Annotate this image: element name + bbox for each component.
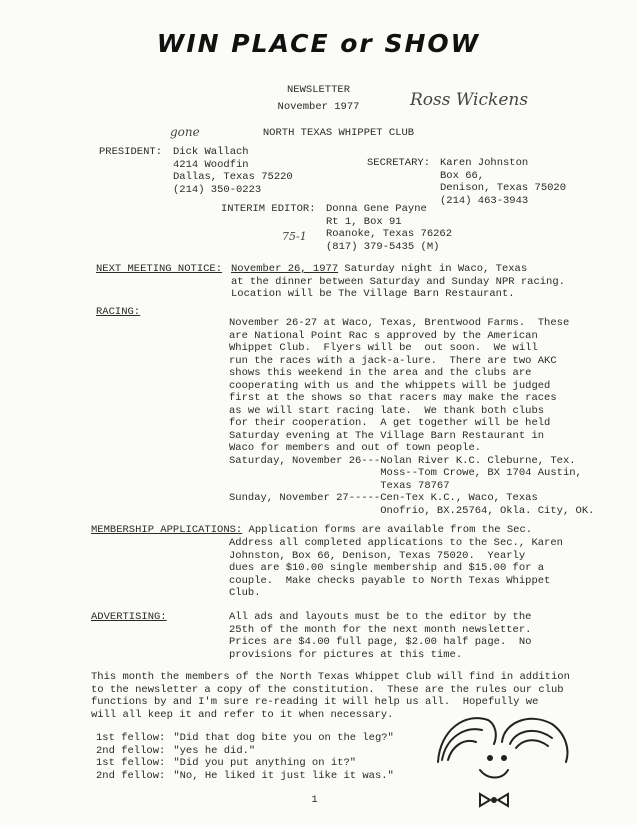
secretary-address1: Box 66, bbox=[440, 169, 485, 182]
membership-line: Club. bbox=[229, 587, 261, 599]
president-name: Dick Wallach bbox=[173, 146, 249, 158]
meeting-line: Saturday night in Waco, Texas bbox=[338, 263, 528, 275]
closing-line: will all keep it and refer to it when necessary. bbox=[91, 708, 394, 721]
racing-line: for their cooperation. A get together will be held bbox=[229, 417, 551, 429]
advertising-line: provisions for pictures at this time. bbox=[229, 648, 463, 661]
handwritten-signature: Ross Wickens bbox=[410, 90, 529, 110]
meeting-line: at the dinner between Saturday and Sunday NPR racing. bbox=[231, 275, 565, 288]
meeting-line: Location will be The Village Barn Restaurant. bbox=[231, 288, 515, 300]
racing-line: Onofrio, BX.25764, Okla. City, OK. bbox=[229, 504, 595, 517]
handwritten-margin-note: gone bbox=[170, 125, 200, 139]
membership-first-line: Application forms are available from the Sec. bbox=[242, 524, 533, 536]
editor-name: Donna Gene Payne bbox=[326, 203, 427, 215]
membership-line: Address all completed applications to the Sec., Karen bbox=[229, 537, 563, 549]
editor-address2: Roanoke, Texas 76262 bbox=[326, 228, 453, 240]
president-address2: Dallas, Texas 75220 bbox=[173, 171, 293, 183]
membership-line: dues are $10.00 single membership and $15.00 for a bbox=[229, 562, 545, 574]
president-phone: (214) 350-0223 bbox=[173, 183, 262, 196]
secretary-phone: (214) 463-3943 bbox=[440, 194, 529, 207]
advertising-line: All ads and layouts must be to the editor by the bbox=[229, 611, 532, 623]
president-block bbox=[173, 146, 293, 196]
joke-speaker: 1st fellow: bbox=[96, 732, 166, 744]
racing-line: Saturday evening at The Village Barn Restaurant in bbox=[229, 429, 545, 442]
racing-line: Sunday, November 27-----Cen-Tex K.C., Waco, Texas bbox=[229, 492, 538, 504]
editor-address1: Rt 1, Box 91 bbox=[326, 215, 402, 228]
racing-line: cooperating with us and the whippets will be judged bbox=[229, 379, 551, 392]
meeting-body bbox=[231, 263, 565, 301]
membership-first-row bbox=[91, 524, 532, 537]
editor-phone: (817) 379-5435 (M) bbox=[326, 240, 440, 253]
joke-speaker: 2nd fellow: bbox=[96, 744, 166, 757]
joke-speaker: 2nd fellow: bbox=[96, 769, 166, 782]
closing-line: This month the members of the North Texas Whippet Club will find in addition bbox=[91, 671, 570, 683]
joke-row bbox=[96, 732, 402, 745]
membership-line: Johnston, Box 66, Denison, Texas 75020. Yearly bbox=[229, 549, 526, 562]
racing-line: shows this weekend in the area and the clubs are bbox=[229, 367, 532, 379]
newsletter-label: NEWSLETTER bbox=[286, 84, 350, 96]
joke-line: "No, He liked it just like it was." bbox=[173, 769, 394, 782]
secretary-block bbox=[440, 157, 566, 207]
president-address1: 4214 Woodfin bbox=[173, 158, 249, 171]
secretary-label: SECRETARY: bbox=[367, 157, 431, 169]
joke-row bbox=[96, 745, 402, 758]
joke-line: "yes he did." bbox=[173, 744, 256, 757]
issue-date: November 1977 bbox=[277, 101, 360, 113]
secretary-name: Karen Johnston bbox=[440, 157, 529, 169]
meeting-label: NEXT MEETING NOTICE: bbox=[96, 263, 223, 275]
page-number: 1 bbox=[311, 794, 318, 806]
racing-line: Waco for members and out of town people. bbox=[229, 442, 482, 454]
joke-row bbox=[96, 770, 402, 783]
racing-line: first at the shows so that racers may make the races bbox=[229, 392, 557, 404]
advertising-line: Prices are $4.00 full page, $2.00 half page. No bbox=[229, 636, 532, 648]
racing-line: Whippet Club. Flyers will be out soon. We will bbox=[229, 342, 538, 354]
handwritten-number: 75-1 bbox=[282, 230, 307, 243]
joke-line: "Did that dog bite you on the leg?" bbox=[173, 732, 394, 744]
racing-label: RACING: bbox=[96, 306, 141, 318]
advertising-label: ADVERTISING: bbox=[91, 611, 167, 623]
advertising-line: 25th of the month for the next month newsletter. bbox=[229, 623, 532, 636]
racing-line: Moss--Tom Crowe, BX 1704 Austin, bbox=[229, 467, 582, 479]
secretary-address2: Denison, Texas 75020 bbox=[440, 182, 567, 194]
racing-line: Saturday, November 26---Nolan River K.C. Cleburne, Tex. bbox=[229, 454, 576, 467]
joke-row bbox=[96, 757, 402, 770]
joke-dialogue bbox=[96, 732, 402, 782]
editor-block bbox=[326, 203, 452, 253]
editor-label: INTERIM EDITOR: bbox=[221, 203, 316, 215]
club-name: NORTH TEXAS WHIPPET CLUB bbox=[262, 127, 415, 139]
joke-line: "Did you put anything on it?" bbox=[173, 757, 357, 769]
racing-line: Texas 78767 bbox=[229, 479, 450, 492]
racing-line: run the races with a jack-a-lure. There are two AKC bbox=[229, 354, 557, 367]
membership-body bbox=[229, 537, 563, 600]
racing-line: as we will start racing late. We thank both clubs bbox=[229, 404, 545, 417]
membership-line: couple. Make checks payable to North Texas Whippet bbox=[229, 574, 551, 587]
joke-speaker: 1st fellow: bbox=[96, 757, 166, 769]
meeting-first-line bbox=[231, 263, 565, 276]
meeting-date: November 26, 1977 bbox=[231, 263, 339, 275]
president-label: PRESIDENT: bbox=[99, 146, 163, 158]
racing-line: November 26-27 at Waco, Texas, Brentwood Farms. These bbox=[229, 317, 570, 329]
racing-line: are National Point Rac s approved by the American bbox=[229, 329, 538, 342]
racing-body bbox=[229, 317, 594, 517]
closing-line: to the newsletter a copy of the constitution. These are the rules our club bbox=[91, 683, 564, 696]
membership-label: MEMBERSHIP APPLICATIONS: bbox=[91, 524, 243, 536]
advertising-body bbox=[229, 611, 531, 661]
masthead-title: WIN PLACE or SHOW bbox=[156, 29, 481, 58]
closing-line: functions by and I'm sure re-reading it will help us all. Hopefully we bbox=[91, 696, 539, 708]
